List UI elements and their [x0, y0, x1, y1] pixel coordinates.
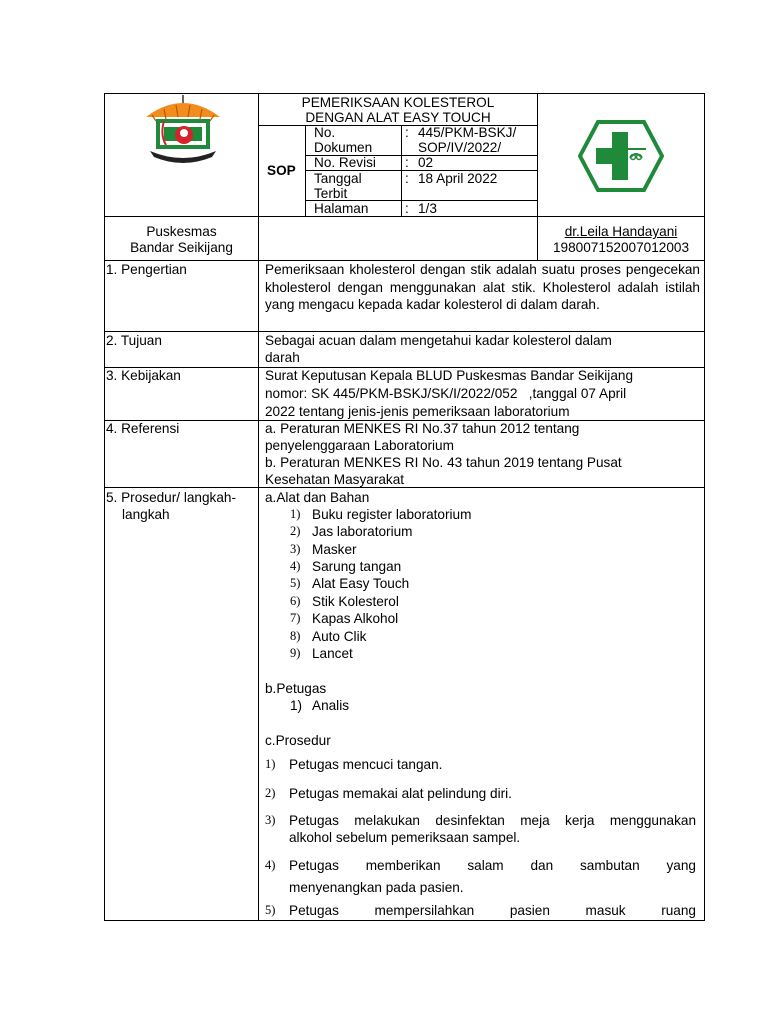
step-text: Petugas melakukan desinfektan meja kerja menggunakan [289, 813, 696, 828]
alat-item-text: Masker [312, 542, 357, 557]
step-text: Petugas mempersilahkan pasien masuk ruang [289, 903, 696, 918]
step-num: 5) [265, 903, 276, 917]
org-name-line2: Bandar Seikijang [130, 240, 233, 255]
alat-item-text: Auto Clik [312, 629, 367, 644]
alat-item-text: Lancet [312, 646, 353, 661]
info-sep-tanggal: : [405, 171, 409, 186]
signer-name: dr.Leila Handayani [564, 224, 678, 239]
info-value-revisi: 02 [418, 155, 434, 170]
doc-title-line2: DENGAN ALAT EASY TOUCH [305, 110, 491, 125]
step-num: 4) [265, 858, 276, 872]
tujuan-line1: Sebagai acuan dalam mengetahui kadar kolesterol dalam [265, 333, 612, 348]
alat-item-num: 3) [290, 542, 301, 556]
tujuan-line2: darah [265, 350, 300, 365]
alat-item-num: 7) [290, 611, 301, 625]
doc-title-line1: PEMERIKSAAN KOLESTEROL [301, 95, 495, 110]
alat-item-num: 4) [290, 559, 301, 573]
alat-item-num: 6) [290, 594, 301, 608]
referensi-label: 4. Referensi [106, 421, 180, 436]
info-label-halaman: Halaman [314, 201, 369, 216]
info-value-no-line1: 445/PKM-BSKJ/ [418, 125, 517, 140]
tujuan-label: 2. Tujuan [106, 333, 162, 348]
referensi-line1: a. Peraturan MENKES RI No.37 tahun 2012 tentang [265, 421, 580, 436]
referensi-line2: penyelenggaraan Laboratorium [265, 438, 454, 453]
alat-item-text: Kapas Alkohol [312, 611, 399, 626]
info-value-no-line2: SOP/IV/2022/ [418, 140, 502, 155]
kebijakan-line3: 2022 tentang jenis-jenis pemeriksaan laboratorium [265, 404, 570, 419]
info-label-dokumen: Dokumen [314, 140, 373, 155]
regency-emblem-logo [142, 95, 224, 165]
petugas-item-text: Analis [312, 698, 350, 713]
petugas-title: b.Petugas [265, 681, 327, 696]
alat-item-text: Jas laboratorium [312, 524, 413, 539]
org-middle-cell [258, 216, 538, 261]
alat-item-text: Buku register laboratorium [312, 507, 472, 522]
alat-item-text: Stik Kolesterol [312, 594, 399, 609]
alat-item-num: 2) [290, 524, 301, 538]
alat-item-num: 5) [290, 576, 301, 590]
alat-item-num: 1) [290, 507, 301, 521]
step-num: 3) [265, 813, 276, 827]
signer-nip: 198007152007012003 [552, 240, 690, 255]
step-text: Petugas mencuci tangan. [289, 757, 443, 772]
step-text-cont: alkohol sebelum pemeriksaan sampel. [289, 830, 521, 845]
step-num: 1) [265, 757, 276, 771]
alat-title: a.Alat dan Bahan [265, 490, 370, 505]
alat-item-num: 9) [290, 646, 301, 660]
step-text: Petugas memakai alat pelindung diri. [289, 786, 512, 801]
alat-item-text: Alat Easy Touch [312, 576, 410, 591]
info-sep-halaman: : [405, 201, 409, 216]
sop-document [104, 93, 704, 921]
info-label-no: No. [314, 125, 336, 140]
prosedur-title: c.Prosedur [265, 733, 331, 748]
step-num: 2) [265, 786, 276, 800]
pengertian-label: 1. Pengertian [106, 262, 187, 277]
kebijakan-line1: Surat Keputusan Kepala BLUD Puskesmas Bandar Seikijang [265, 368, 634, 383]
pengertian-text: Pemeriksaan kholesterol dengan stik adalah suatu proses pengecekan kholesterol dengan menggunakan alat stik. Kholesterol adalah istilah yang mengacu kepada kadar kolesterol di dalam darah. [265, 262, 700, 312]
step-text: Petugas memberikan salam dan sambutan yang [289, 858, 696, 873]
alat-item-text: Sarung tangan [312, 559, 402, 574]
info-sep-no: : [405, 125, 409, 140]
info-label-revisi: No. Revisi [314, 155, 376, 170]
referensi-line4: Kesehatan Masyarakat [265, 472, 405, 487]
info-value-halaman: 1/3 [418, 201, 437, 216]
sop-label: SOP [267, 163, 296, 178]
info-sep-revisi: : [405, 155, 409, 170]
step-text-cont: menyenangkan pada pasien. [289, 880, 464, 895]
info-label-tanggal: Tanggal [314, 171, 362, 186]
puskesmas-cross-logo [578, 120, 664, 192]
info-label-terbit: Terbit [314, 186, 348, 201]
kebijakan-line2: nomor: SK 445/PKM-BSKJ/SK/I/2022/052 ,tanggal 07 April [265, 386, 627, 401]
info-value-tanggal: 18 April 2022 [418, 171, 498, 186]
org-name-line1: Puskesmas [146, 224, 217, 239]
petugas-item-num: 1) [290, 698, 303, 713]
prosedur-label-cell [104, 487, 259, 921]
alat-item-num: 8) [290, 629, 301, 643]
referensi-line3: b. Peraturan MENKES RI No. 43 tahun 2019 tentang Pusat [265, 455, 622, 470]
prosedur-label-line2: langkah [122, 507, 170, 522]
info-col-divider [401, 125, 402, 217]
kebijakan-label: 3. Kebijakan [106, 368, 181, 383]
prosedur-label-line1: 5. Prosedur/ langkah- [106, 490, 236, 505]
